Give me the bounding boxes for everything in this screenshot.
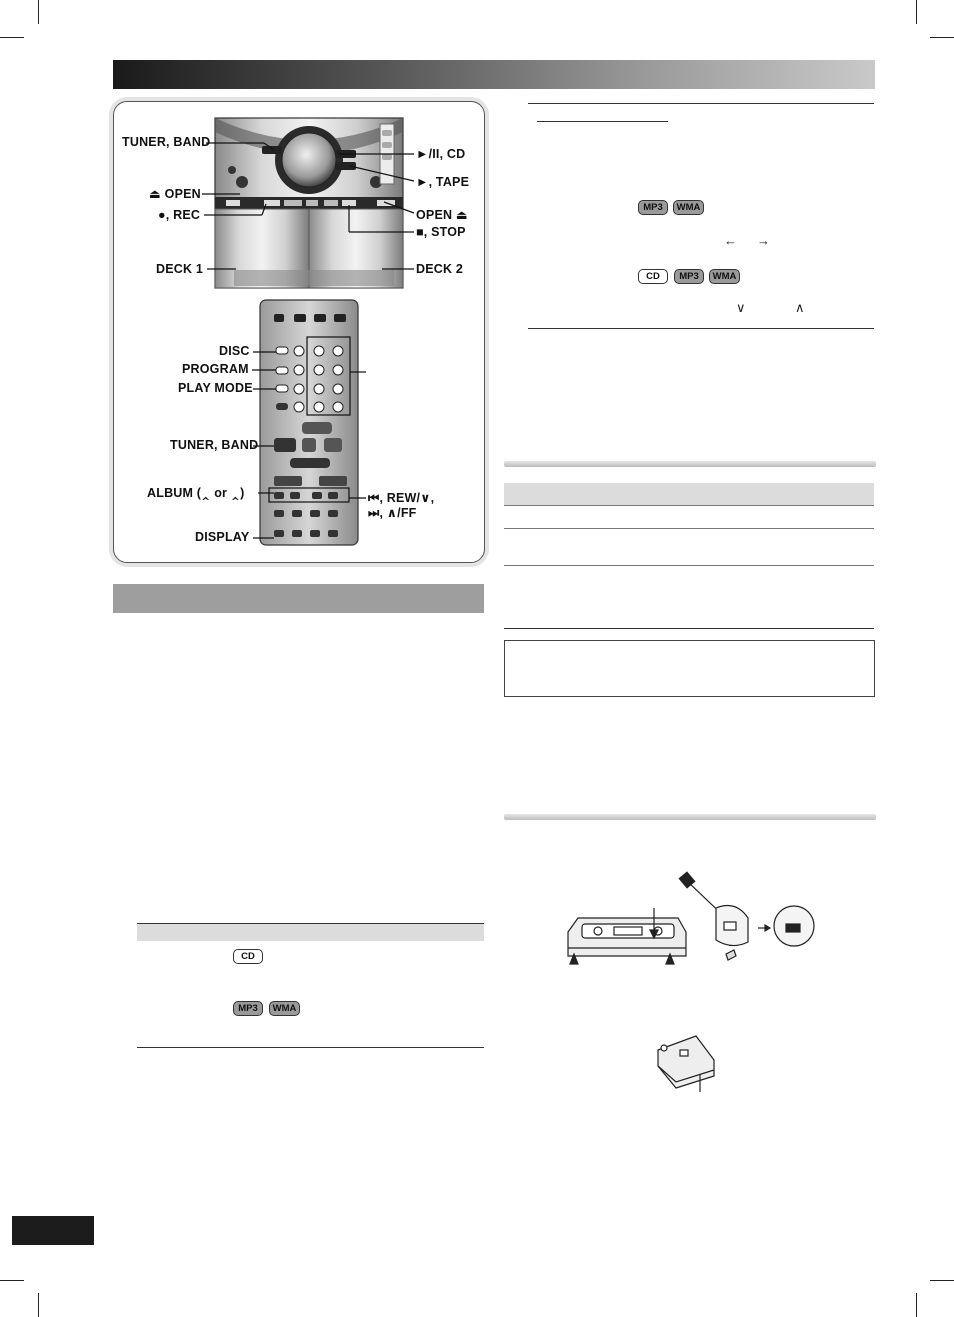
right-table-bottom-rule (504, 628, 874, 629)
right-table-row-rule (504, 505, 874, 506)
subsection-heading-line-2 (504, 814, 876, 820)
left-table-bottom-rule (137, 1047, 484, 1048)
crop-mark (0, 37, 24, 38)
right-top-rule (528, 103, 874, 104)
right-arrow-icon: → (757, 233, 770, 248)
right-block-bottom-rule (528, 328, 874, 329)
badge-cd: CD (233, 949, 263, 964)
cassette-tab-illustration (558, 870, 858, 980)
callout-open-eject: ⏏ OPEN (149, 187, 201, 201)
badge-wma: WMA (269, 1001, 300, 1016)
callout-stop: ■, STOP (416, 225, 466, 239)
callout-play-tape: ►, TAPE (416, 175, 470, 189)
badge-mp3: MP3 (233, 1001, 263, 1016)
callout-tuner-band: TUNER, BAND (122, 135, 211, 149)
right-table-row-rule (504, 565, 874, 566)
page-number-tab (12, 1216, 94, 1245)
callout-open-eject-right: OPEN ⏏ (416, 208, 468, 222)
callout-program: PROGRAM (182, 362, 249, 376)
callout-tuner-band-remote: TUNER, BAND (170, 438, 259, 452)
crop-mark (0, 1280, 24, 1281)
callout-display: DISPLAY (195, 530, 250, 544)
callout-deck2: DECK 2 (416, 262, 464, 276)
right-sub-underline (537, 121, 668, 122)
right-table-header (504, 483, 874, 505)
badge-wma-right-2: WMA (709, 269, 740, 284)
callout-rec: ●, REC (158, 208, 201, 222)
badge-mp3-right-2: MP3 (674, 269, 704, 284)
right-table-row-rule (504, 528, 874, 529)
crop-mark (930, 1280, 954, 1281)
cassette-corner-illustration (652, 1030, 722, 1092)
badge-wma-right: WMA (673, 200, 704, 215)
left-table-top-rule (137, 923, 484, 924)
callout-deck1: DECK 1 (156, 262, 204, 276)
crop-mark (930, 37, 954, 38)
up-arrow-icon: ∧ (795, 300, 805, 315)
callout-album: ALBUM (‸ or ‸) (147, 486, 245, 500)
down-arrow-icon: ∨ (736, 300, 746, 315)
controls-figure-panel (113, 101, 485, 563)
callout-disc: DISC (219, 344, 250, 358)
crop-mark (916, 1293, 917, 1317)
callout-skip-rew: ⏮, REW/∨, (368, 491, 435, 505)
left-arrow-icon: ← (724, 233, 737, 248)
callout-skip-ff: ⏭, ∧/FF (368, 506, 417, 520)
badge-cd-right: CD (638, 269, 668, 284)
callout-play-mode: PLAY MODE (178, 381, 253, 395)
subsection-heading-line (504, 461, 876, 467)
page-header-bar (113, 60, 875, 89)
note-box (504, 640, 875, 697)
section-heading-bar (113, 584, 484, 613)
crop-mark (38, 0, 39, 24)
left-table-header (137, 923, 484, 941)
callout-play-pause-cd: ►/II, CD (416, 147, 466, 161)
crop-mark (38, 1293, 39, 1317)
badge-mp3-right: MP3 (638, 200, 668, 215)
crop-mark (916, 0, 917, 24)
